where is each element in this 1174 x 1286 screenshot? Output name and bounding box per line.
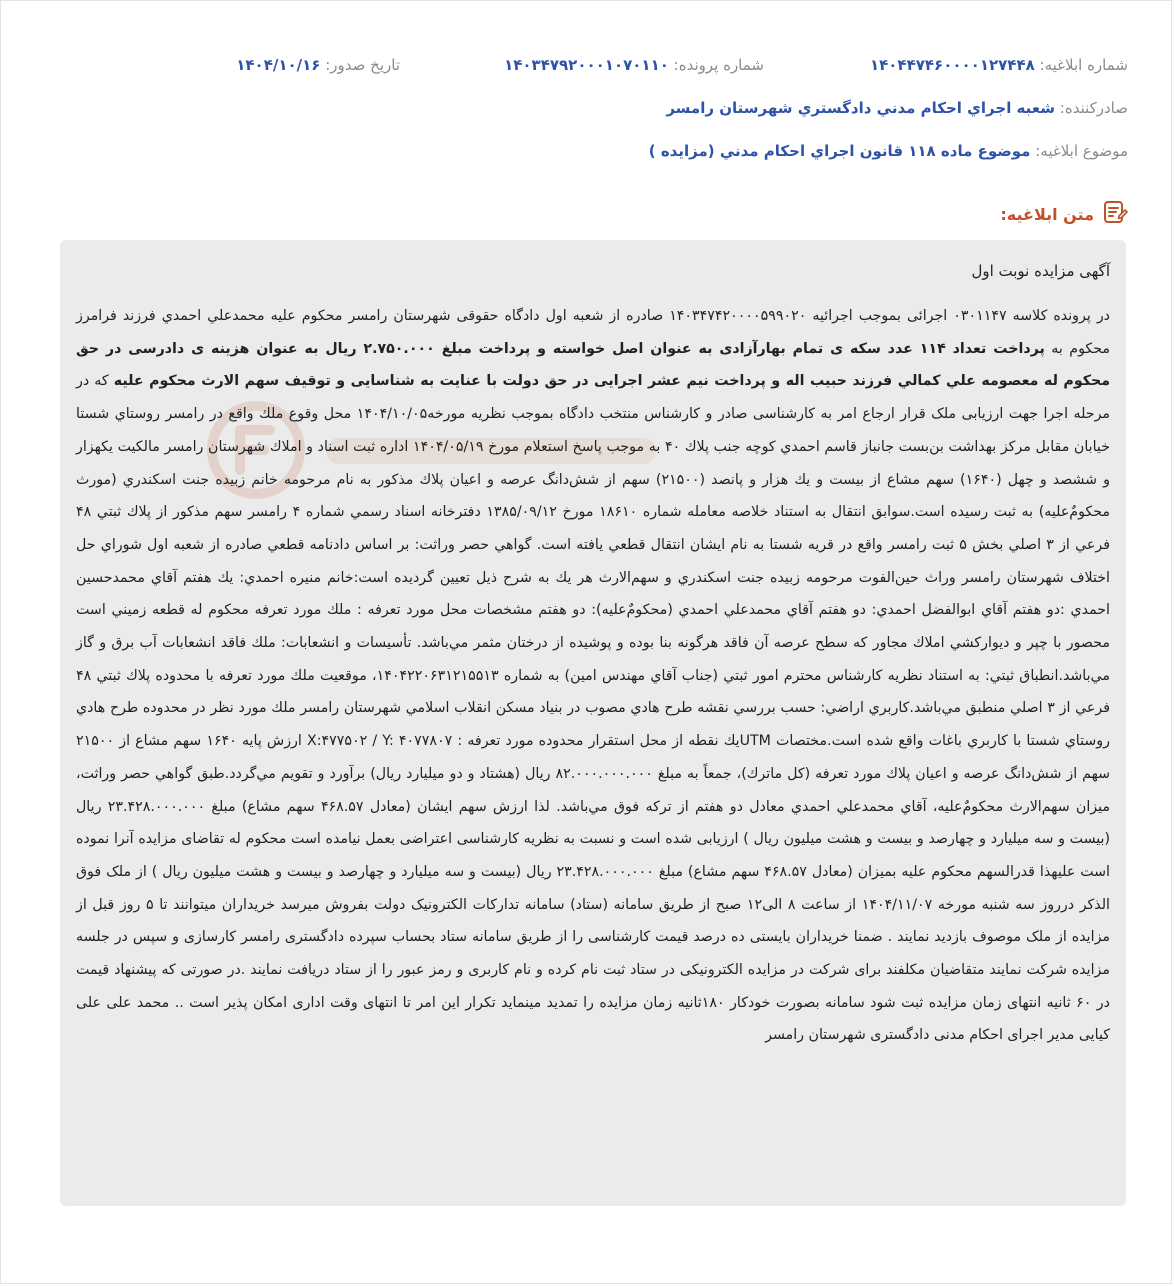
subject-label: موضوع ابلاغیه: [1035,142,1128,160]
notice-number-label: شماره ابلاغیه: [1039,56,1128,74]
meta-row [46,56,1128,82]
issuer-line [666,99,1128,117]
subject-line [649,142,1128,160]
notice-bold: پرداخت تعداد ۱۱۴ عدد سکه ی تمام بهارآزادی به عنوان اصل خواسته و پرداخت مبلغ ۲.۷۵۰.۰۰۰ ریال به عنوان هزینه ی دادرسی در حق محکوم له معصومه علي كمالي فرزند حبيب اله و پرداخت نیم عشر اجرایی در حق دولت با عنایت به شناسایی و توقیف سهم الارث محکوم علیه [76,340,1110,390]
case-number-label: شماره پرونده: [673,56,764,74]
notice-body [76,300,1110,1052]
notice-text-box [60,240,1126,1206]
notice-rest: که در مرحله اجرا جهت ارزیابی ملک قرار ارجاع امر به کارشناسی صادر و کارشناس منتخب دادگاه بموجب نظریه مورخه۱۴۰۴/۱۰/۰۵ محل وقوع ملك واقع در رامسر روستاي شستا خيابان مقابل مركز بهداشت بن‌بست جانباز قاسم احمدي كوچه جنب پلاك ۴۰ به موجب پاسخ استعلام مورخ ۱۴۰۴/۰۵/۱۹ اداره ثبت اسناد و املاك شهرستان رامسر مالكيت يكهزار و ششصد و چهل (۱۶۴۰) سهم مشاع از بيست و يك هزار و پانصد (۲۱۵۰۰) سهم از شش‌دانگ عرصه و اعيان پلاك مذكور به نام مرحومه خانم زبيده جنت اسكندري (مورث محكومٌ‌عليه) به ثبت رسيده است.سوابق انتقال به استناد خلاصه معامله شماره ۱۸۶۱۰ مورخ ۱۳۸۵/۰۹/۱۲ دفترخانه اسناد رسمي شماره ۴ رامسر سهم مذكور از پلاك ثبتي ۴۸ فرعي از ۳ اصلي بخش ۵ ثبت رامسر واقع در قريه شستا به نام ايشان انتقال قطعي يافته است. گواهي حصر وراثت: بر اساس دادنامه قطعي صادره از شعبه اول شوراي حل اختلاف شهرستان رامسر وراث حين‌الفوت مرحومه زبيده جنت اسكندري و سهم‌الارث هر يك به شرح ذيل تعيين گرديده است:خانم منيره احمدي: يك هفتم آقاي محمدحسين احمدي :دو هفتم آقاي ابوالفضل احمدي: دو هفتم آقاي محمدعلي احمدي (محكومٌ‌عليه): دو هفتم مشخصات محل مورد تعرفه : ملك مورد تعرفه محكوم له قطعه زميني است محصور با چپر و ديواركشي املاك مجاور كه سطح عرصه آن فاقد هرگونه بنا بوده و پوشيده از درختان مثمر مي‌باشد. تأسيسات و انشعابات: ملك فاقد انشعابات آب برق و گاز مي‌باشد.انطباق ثبتي: به استناد نظريه كارشناس محترم امور ثبتي (جناب آقاي مهندس امين) به شماره ۱۴۰۴۲۲۰۶۳۱۲۱۵۵۱۳، موقعيت ملك مورد تعرفه با محدوده پلاك ثبتي ۴۸ فرعي از ۳ اصلي منطبق مي‌باشد.كاربري اراضي: حسب بررسي نقشه طرح هادي مصوب در بنياد مسكن انقلاب اسلامي شهرستان رامسر ملك مورد نظر در محدوده طرح هادي روستاي شستا با كاربري باغات واقع شده است.مختصات UTMيك نقطه از محل استقرار محدوده مورد تعرفه : X:۴۷۷۵۰۲ / Y: ۴۰۷۷۸۰۷ ارزش پايه ۱۶۴۰ سهم مشاع از ۲۱۵۰۰ سهم از شش‌دانگ عرصه و اعيان پلاك مورد تعرفه (كل ماترك)، جمعاً به مبلغ ۸۲.۰۰۰.۰۰۰.۰۰۰ ريال (هشتاد و دو ميليارد ريال) برآورد و تقويم مي‌گردد.طبق گواهي حصر وراثت، ميزان سهم‌الارث محكومٌ‌عليه، آقاي محمدعلي احمدي معادل دو هفتم از تركه فوق مي‌باشد. لذا ارزش سهم ايشان (معادل ۴۶۸.۵۷ سهم مشاع) مبلغ ۲۳.۴۲۸.۰۰۰.۰۰۰ ريال (بيست و سه ميليارد و چهارصد و بيست و هشت ميليون ريال ) ارزيابی شده است و نسبت به نظریه کارشناسی اعتراضی بعمل نیامده است محکوم له تقاضای مزایده آنرا نموده است علیهذا قدرالسهم محکوم علیه بمیزان (معادل ۴۶۸.۵۷ سهم مشاع) مبلغ ۲۳.۴۲۸.۰۰۰.۰۰۰ ريال (بيست و سه ميليارد و چهارصد و بيست و هشت ميليون ريال ) از ملک فوق الذکر درروز سه شنبه مورخه ۱۴۰۴/۱۱/۰۷ از ساعت ۸ الی۱۲ صبح از طریق سامانه (ستاد) سامانه تدارکات الکترونیک دولت بفروش میرسد خریداران میتوانند تا ۵ روز قبل از مزایده از ملک موصوف بازدید نمایند . ضمنا خریداران بایستی ده درصد قیمت کارشناسی را از طریق سامانه ستاد بحساب سپرده دادگستری رامسر کارسازی و سپس در جلسه مزایده شرکت نمایند متقاضیان مکلفند برای شرکت در مزایده الکترونیکی در ستاد ثبت نام کرده و نام کاربری و رمز عبور را از ستاد دریافت نمایند .در صورتی که پیشنهاد قیمت در ۶۰ ثانیه انتهای زمان مزایده ثبت شود سامانه بصورت خودکار ۱۸۰ثانیه زمان مزایده را تمدید مینماید تکرار این امر تا انتهای وقت اداری امکان پذیر است .. محمد علی علی کیایی مدیر اجرای احکام مدنی دادگستری شهرستان رامسر [76,373,1111,1044]
issuer-label: صادرکننده: [1059,99,1128,117]
issue-date [236,56,400,74]
issue-date-label: تاریخ صدور: [325,56,400,74]
subject-value: موضوع ماده ۱۱۸ قانون اجراي احكام مدني (مزايده ) [648,142,1031,160]
notice-number [870,56,1128,74]
notice-text-title: متن ابلاغیه: [1000,204,1094,224]
notice-text-header [1000,200,1128,228]
document-note-icon [1102,199,1128,229]
notice-heading: آگهی مزایده نوبت اول [971,262,1110,280]
notice-number-value: ۱۴۰۴۴۷۴۶۰۰۰۰۱۲۷۴۴۸ [869,56,1035,74]
issuer-value: شعبه اجراي احكام مدني دادگستري شهرستان رامسر [666,99,1055,117]
case-number-value: ۱۴۰۳۴۷۹۲۰۰۰۱۰۷۰۱۱۰ [504,56,669,74]
case-number [504,56,764,74]
issue-date-value: ۱۴۰۴/۱۰/۱۶ [236,56,321,74]
notice-intro: در پرونده کلاسه ۰۳۰۱۱۴۷ اجرائی بموجب اجرائیه ۱۴۰۳۴۷۴۲۰۰۰۰۵۹۹۰۲۰ صادره از شعبه اول دادگاه حقوقی شهرستان رامسر محکوم علیه محمدعلي احمدي فرزند فرامرز محکوم به [76,308,1110,357]
